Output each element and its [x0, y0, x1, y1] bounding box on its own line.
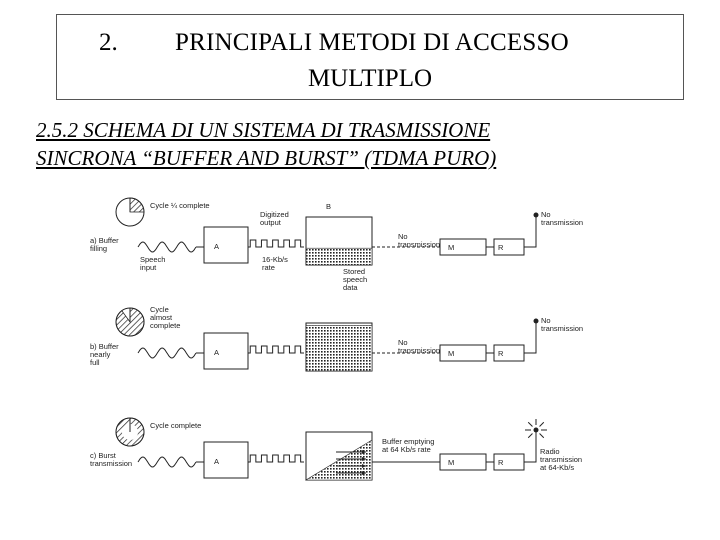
digitized-pulses	[248, 455, 304, 462]
ad-converter-box	[204, 442, 248, 478]
no-transmission-label	[398, 232, 440, 249]
no-transmission-label-line: No	[398, 338, 408, 347]
radio-label-line: R	[498, 458, 504, 467]
cycle-label-line: Cycle ¼ complete	[150, 201, 210, 210]
cycle-label	[150, 421, 201, 430]
row-label-line: b) Buffer	[90, 342, 119, 351]
title-line-2: MULTIPLO	[307, 65, 433, 92]
antenna-label-line: at 64-Kb/s	[540, 463, 575, 472]
modem-label-line: M	[448, 349, 455, 358]
speech-wave	[138, 242, 196, 252]
ad-label	[214, 242, 219, 251]
cycle-label	[150, 201, 210, 210]
modem-label-line: M	[448, 243, 455, 252]
antenna-label-line: No	[541, 316, 551, 325]
cycle-label-line: almost	[150, 313, 173, 322]
buffer-emptying-label-line: Buffer emptying	[382, 437, 435, 446]
radio-label-line: R	[498, 349, 504, 358]
rate-label	[262, 255, 288, 272]
row-label-line: filling	[90, 244, 108, 253]
radio-burst-ray-icon	[528, 422, 532, 426]
radio-burst-ray-icon	[540, 422, 544, 426]
antenna-tip-icon	[534, 319, 539, 324]
antenna-mast	[524, 217, 536, 247]
no-transmission-label-line: transmission	[398, 346, 441, 355]
buffer-label-line: B	[326, 202, 332, 211]
subtitle-line-2: SINCRONA “BUFFER AND BURST” (TDMA PURO)	[36, 146, 497, 170]
antenna-mast	[524, 323, 536, 353]
antenna-label-line: No	[541, 210, 551, 219]
digitized-output-label-line: Digitized	[260, 210, 289, 219]
row-label	[90, 236, 119, 253]
ad-converter-box	[204, 227, 248, 263]
antenna-label	[541, 316, 583, 333]
modem-label	[448, 243, 454, 252]
row-label-line: nearly	[90, 350, 111, 359]
antenna-tip-icon	[534, 428, 539, 433]
speech-input-label-line: input	[140, 263, 157, 272]
cycle-label-line: Cycle complete	[150, 421, 202, 430]
radio-label	[498, 458, 504, 467]
row-label-line: transmission	[90, 459, 133, 468]
digitized-output-label	[260, 210, 289, 227]
rate-label-line: rate	[262, 263, 275, 272]
antenna-label-line: transmission	[541, 218, 584, 227]
no-transmission-label-line: transmission	[398, 240, 441, 249]
stored-data-fill	[306, 248, 372, 265]
buffer-label	[326, 202, 331, 211]
radio-label	[498, 243, 504, 252]
antenna-label-line: transmission	[540, 455, 583, 464]
buffer-emptying-label-line: at 64 Kb/s rate	[382, 445, 431, 454]
ad-label-line: A	[214, 242, 220, 251]
antenna-label	[541, 210, 583, 227]
section-number: 2.	[99, 29, 118, 56]
cycle-label-line: complete	[150, 321, 181, 330]
digitized-pulses	[248, 346, 304, 353]
modem-box	[440, 239, 486, 255]
row-label-line: c) Burst	[90, 451, 116, 460]
stored-data-fill	[306, 325, 372, 371]
modem-label-line: M	[448, 458, 455, 467]
modem-box	[440, 345, 486, 361]
stored-data-label-line: data	[343, 283, 358, 292]
antenna-tip-icon	[534, 213, 539, 218]
antenna-label-line: transmission	[541, 324, 584, 333]
row-label-line: a) Buffer	[90, 236, 119, 245]
digitized-pulses	[248, 240, 304, 247]
ad-label	[214, 457, 219, 466]
speech-wave	[138, 457, 196, 467]
rate-label-line: 16-Kb/s	[262, 255, 288, 264]
antenna-label	[540, 447, 582, 472]
row-label	[90, 342, 119, 367]
cycle-progress-wedge	[130, 198, 144, 212]
subtitle-line-1: 2.5.2 SCHEMA DI UN SISTEMA DI TRASMISSIONE	[36, 118, 491, 142]
ad-label	[214, 348, 219, 357]
modem-box	[440, 454, 486, 470]
no-transmission-label-line: No	[398, 232, 408, 241]
speech-input-label	[140, 255, 165, 272]
radio-label-line: R	[498, 243, 504, 252]
row-label	[90, 451, 132, 468]
stored-data-label-line: Stored	[343, 267, 366, 276]
speech-wave	[138, 348, 196, 358]
speech-input-label-line: Speech	[140, 255, 166, 264]
modem-label	[448, 458, 454, 467]
cycle-label-line: Cycle	[150, 305, 169, 314]
radio-burst-ray-icon	[528, 434, 532, 438]
antenna-label-line: Radio	[540, 447, 560, 456]
ad-label-line: A	[214, 348, 220, 357]
modem-label	[448, 349, 454, 358]
cycle-label	[150, 305, 180, 330]
radio-burst-ray-icon	[540, 434, 544, 438]
no-transmission-label	[398, 338, 440, 355]
digitized-output-label-line: output	[260, 218, 281, 227]
row-label-line: full	[90, 358, 100, 367]
buffer-emptying-label	[382, 437, 434, 454]
stored-data-label-line: speech	[343, 275, 368, 284]
radio-label	[498, 349, 504, 358]
ad-converter-box	[204, 333, 248, 369]
title-line-1: PRINCIPALI METODI DI ACCESSO	[175, 29, 569, 56]
stored-data-label	[343, 267, 367, 292]
ad-label-line: A	[214, 457, 220, 466]
